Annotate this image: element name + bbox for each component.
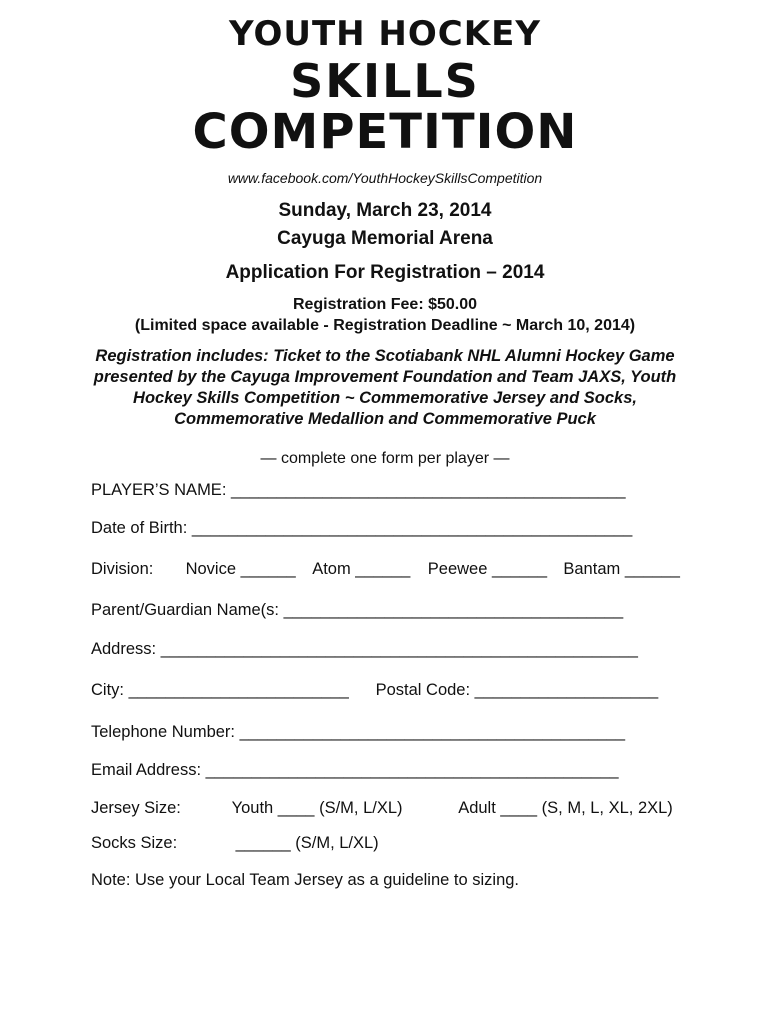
- dob-field[interactable]: Date of Birth: ________________________________________________: [91, 519, 633, 537]
- application-title: Application For Registration – 2014: [225, 262, 545, 283]
- email-field[interactable]: Email Address: _____________________________________________: [91, 761, 619, 779]
- event-venue: Cayuga Memorial Arena: [277, 228, 493, 249]
- logo-line-skills: SKILLS: [290, 54, 480, 108]
- event-date: Sunday, March 23, 2014: [278, 200, 492, 221]
- sizing-note: Note: Use your Local Team Jersey as a guideline to sizing.: [91, 871, 520, 889]
- registration-fee: Registration Fee: $50.00: [292, 296, 478, 313]
- socks-size-label: Socks Size:: [91, 834, 178, 852]
- registration-includes: Registration includes: Ticket to the Scotiabank NHL Alumni Hockey Game presented by the Cayuga Improvement Foundation and Team JAXS, Youth Hockey Skills Competition ~ Commemorative Jersey and Socks, Commemorative Medallion and Commemorative Puck: [93, 347, 677, 428]
- logo-line-youth-hockey: YOUTH HOCKEY: [229, 14, 541, 54]
- division-label: Division:: [91, 560, 154, 578]
- division-atom-field[interactable]: Atom ______: [312, 560, 411, 578]
- jersey-size-label: Jersey Size:: [91, 799, 181, 817]
- player-name-field[interactable]: PLAYER’S NAME: ___________________________________________: [91, 481, 626, 499]
- city-postal-row: [91, 681, 658, 700]
- jersey-size-row: [91, 799, 673, 818]
- logo-line-competition: COMPETITION: [192, 104, 578, 160]
- facebook-url: www.facebook.com/YouthHockeySkillsCompetition: [227, 170, 543, 186]
- socks-size-field[interactable]: ______ (S/M, L/XL): [235, 834, 379, 852]
- division-peewee-field[interactable]: Peewee ______: [427, 560, 548, 578]
- address-field[interactable]: Address: ____________________________________________________: [91, 640, 638, 658]
- postal-code-field[interactable]: Postal Code: ____________________: [375, 681, 659, 699]
- jersey-adult-field[interactable]: Adult ____ (S, M, L, XL, 2XL): [458, 799, 673, 817]
- division-row: [91, 560, 680, 579]
- city-field[interactable]: City: ________________________: [91, 681, 349, 699]
- form-instruction: — complete one form per player —: [260, 450, 510, 467]
- socks-size-row: [91, 834, 379, 853]
- telephone-field[interactable]: Telephone Number: __________________________________________: [91, 723, 626, 741]
- division-novice-field[interactable]: Novice ______: [185, 560, 296, 578]
- division-bantam-field[interactable]: Bantam ______: [563, 560, 680, 578]
- registration-deadline: (Limited space available - Registration Deadline ~ March 10, 2014): [134, 317, 636, 334]
- parent-name-field[interactable]: Parent/Guardian Name(s: _____________________________________: [91, 601, 624, 619]
- jersey-youth-field[interactable]: Youth ____ (S/M, L/XL): [231, 799, 403, 817]
